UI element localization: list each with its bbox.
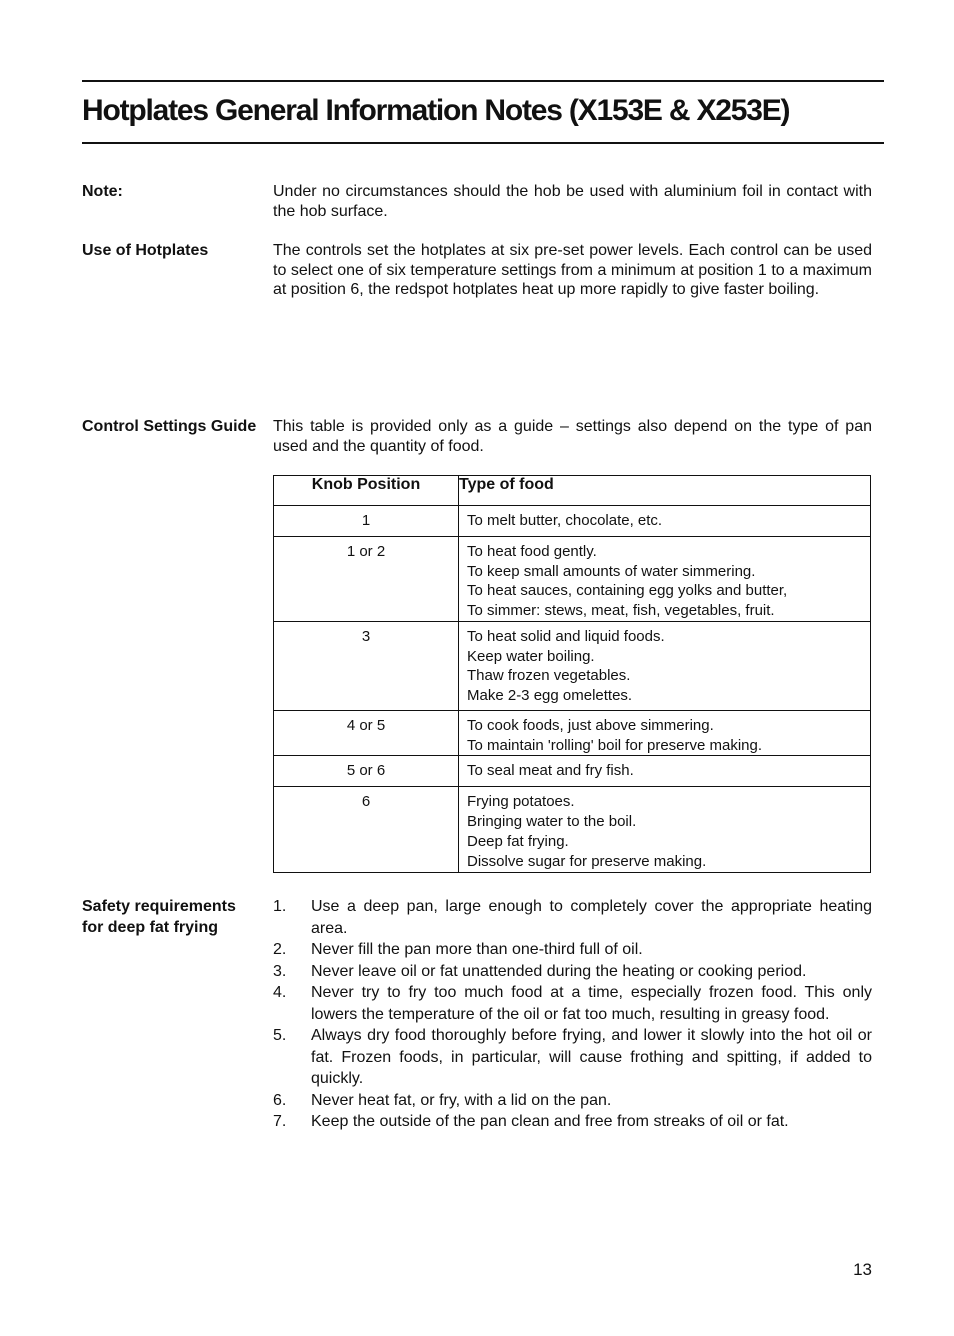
column-header-knob-position: Knob Position [274,476,459,506]
list-item [273,939,872,961]
type-of-food-cell [459,787,871,873]
safety-requirements-label: Safety requirements for deep fat frying [82,898,236,936]
list-text: Never heat fat, or fry, with a lid on the pan. [311,1091,612,1109]
food-line: To maintain 'rolling' boil for preserve making. [467,736,763,754]
list-item [273,982,872,1025]
table-header-row [274,476,871,506]
list-number: 1. [273,898,287,915]
control-settings-label: Control Settings Guide [82,418,257,435]
note-text: Under no circumstances should the hob be used with aluminium foil in contact with the hob surface. [273,183,872,220]
list-text: Always dry food thoroughly before frying, and lower it slowly into the hot oil or fat. Frozen foods, in particular, will cause frothing and spitting, if added to quickly. [311,1027,872,1087]
list-number: 6. [273,1091,287,1109]
food-line: To heat solid and liquid foods. [467,628,665,645]
list-item [273,1111,872,1133]
food-line: Frying potatoes. [467,793,575,811]
knob-position-cell: 1 or 2 [274,537,459,622]
list-number: 5. [273,1027,287,1044]
note-label: Note: [82,183,123,200]
use-of-hotplates-text: The controls set the hotplates at six pre-set power levels. Each control can be used to select one of six temperature settings from a minimum at position 1 to a maximum at position 6, the redspot hotplates heat up more rapidly to give faster boiling. [273,242,872,298]
type-of-food-cell [459,622,871,711]
list-number: 4. [273,984,287,1001]
list-text: Use a deep pan, large enough to completely cover the appropriate heating area. [311,898,872,937]
food-line: To melt butter, chocolate, etc. [467,512,663,529]
food-line: To cook foods, just above simmering. [467,717,714,734]
list-number: 3. [273,962,287,980]
table-row [274,506,871,537]
table-row [274,711,871,756]
table-row [274,622,871,711]
type-of-food-cell [459,756,871,787]
food-line: Thaw frozen vegetables. [467,667,631,685]
column-header-type-of-food: Type of food [459,476,871,506]
list-item [273,961,872,983]
list-item [273,896,872,939]
table-row [274,787,871,873]
food-line: To keep small amounts of water simmering. [467,562,756,580]
control-settings-text: This table is provided only as a guide – settings also depend on the type of pan used and the quantity of food. [273,418,872,455]
safety-list [273,896,872,1133]
list-number: 7. [273,1113,287,1130]
page-number: 13 [853,1260,872,1279]
food-line: To seal meat and fry fish. [467,762,634,780]
page-title: Hotplates General Information Notes (X153E & X253E) [82,94,790,127]
title-bottom-rule [82,142,884,144]
list-text: Keep the outside of the pan clean and free from streaks of oil or fat. [311,1113,789,1130]
knob-position-cell: 4 or 5 [274,711,459,756]
knob-position-cell: 3 [274,622,459,711]
food-line: Make 2-3 egg omelettes. [467,687,633,705]
list-text: Never try to fry too much food at a time, especially frozen food. This only lowers the temperature of the oil or fat too much, resulting in greasy food. [311,984,872,1023]
list-text: Never leave oil or fat unattended during the heating or cooking period. [311,962,807,980]
use-of-hotplates-label: Use of Hotplates [82,242,209,259]
type-of-food-cell [459,506,871,537]
control-settings-table [273,475,871,873]
type-of-food-cell [459,711,871,756]
food-line: Deep fat frying. [467,832,569,850]
type-of-food-cell [459,537,871,622]
food-line: Dissolve sugar for preserve making. [467,852,707,870]
list-text: Never fill the pan more than one-third full of oil. [311,941,643,958]
list-number: 2. [273,941,287,958]
table-row [274,756,871,787]
knob-position-cell: 1 [274,506,459,537]
knob-position-cell: 6 [274,787,459,873]
title-top-rule [82,80,884,82]
food-line: To heat sauces, containing egg yolks and butter, [467,582,788,600]
food-line: To simmer: stews, meat, fish, vegetables, fruit. [467,602,775,620]
food-line: To heat food gently. [467,543,597,560]
knob-position-cell: 5 or 6 [274,756,459,787]
list-item [273,1090,872,1112]
food-line: Bringing water to the boil. [467,813,637,831]
food-line: Keep water boiling. [467,647,595,665]
list-item [273,1025,872,1090]
table-row [274,537,871,622]
